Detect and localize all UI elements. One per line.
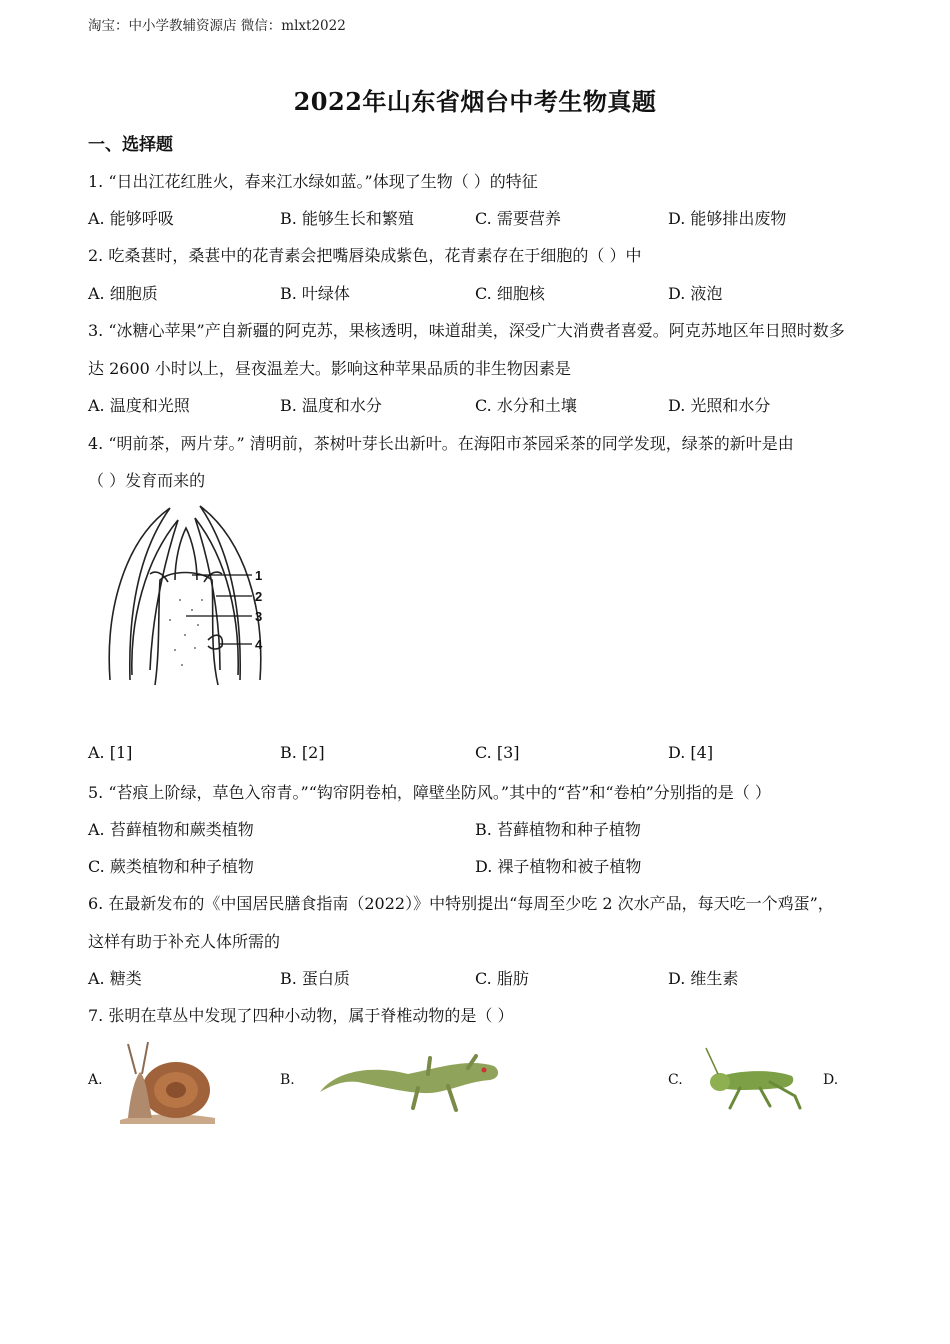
- question-1-stem: 1. “日出江花红胜火，春来江水绿如蓝。”体现了生物（ ）的特征: [88, 172, 538, 191]
- q5-option-a: A. 苔藓植物和蕨类植物: [88, 820, 254, 839]
- lizard-image: [318, 1048, 503, 1116]
- q1-option-c: C. 需要营养: [475, 209, 561, 228]
- question-2-stem: 2. 吃桑葚时，桑葚中的花青素会把嘴唇染成紫色，花青素存在于细胞的（ ）中: [88, 246, 642, 265]
- q3-option-b: B. 温度和水分: [280, 396, 382, 415]
- q1-option-a: A. 能够呼吸: [88, 209, 174, 228]
- q5-option-b: B. 苔藓植物和种子植物: [475, 820, 641, 839]
- section-heading: 一、选择题: [88, 135, 173, 155]
- q2-option-c: C. 细胞核: [475, 284, 545, 303]
- page-header: 淘宝：中小学教辅资源店 微信：mlxt2022: [88, 18, 346, 34]
- question-4-stem-line-2: （ ）发育而来的: [88, 471, 206, 490]
- question-6-stem-line-2: 这样有助于补充人体所需的: [88, 932, 281, 951]
- leaf-bud-diagram: [100, 500, 280, 690]
- q4-option-c: C. [3]: [475, 743, 520, 762]
- q5-option-d: D. 裸子植物和被子植物: [475, 857, 642, 876]
- q6-option-c: C. 脂肪: [475, 969, 529, 988]
- q7-option-a: A.: [88, 1072, 103, 1088]
- q6-option-d: D. 维生素: [668, 969, 739, 988]
- q7-option-b: B.: [280, 1072, 295, 1088]
- question-7-stem: 7. 张明在草丛中发现了四种小动物，属于脊椎动物的是（ ）: [88, 1006, 514, 1025]
- q3-option-d: D. 光照和水分: [668, 396, 771, 415]
- q1-option-b: B. 能够生长和繁殖: [280, 209, 414, 228]
- diagram-label-1: 1: [255, 568, 263, 583]
- snail-image: [110, 1038, 220, 1126]
- q7-option-c: C.: [668, 1072, 683, 1088]
- diagram-label-2: 2: [255, 589, 263, 604]
- q2-option-a: A. 细胞质: [88, 284, 158, 303]
- q4-option-d: D. [4]: [668, 743, 714, 762]
- question-6-stem-line-1: 6. 在最新发布的《中国居民膳食指南（2022）》中特别提出“每周至少吃 2 次水产品，每天吃一个鸡蛋”，: [88, 894, 834, 913]
- question-5-stem: 5. “苔痕上阶绿，草色入帘青。”“钩帘阴卷柏，障壁坐防风。”其中的“苔”和“卷柏”分别指的是（ ）: [88, 783, 771, 802]
- question-4-stem-line-1: 4. “明前茶，两片芽。” 清明前，茶树叶芽长出新叶。在海阳市茶园采茶的同学发现，绿茶的新叶是由: [88, 434, 794, 453]
- question-3-stem-line-1: 3. “冰糖心苹果”产自新疆的阿克苏，果核透明，味道甜美，深受广大消费者喜爱。阿克苏地区年日照时数多: [88, 321, 845, 340]
- q5-option-c: C. 蕨类植物和种子植物: [88, 857, 254, 876]
- q4-option-a: A. [1]: [88, 743, 133, 762]
- q6-option-b: B. 蛋白质: [280, 969, 350, 988]
- question-3-stem-line-2: 达 2600 小时以上，昼夜温差大。影响这种苹果品质的非生物因素是: [88, 359, 571, 378]
- q2-option-d: D. 液泡: [668, 284, 723, 303]
- page-title: 2022年山东省烟台中考生物真题: [293, 87, 657, 116]
- grasshopper-image: [700, 1046, 805, 1112]
- q4-option-b: B. [2]: [280, 743, 325, 762]
- q6-option-a: A. 糖类: [88, 969, 142, 988]
- q3-option-a: A. 温度和光照: [88, 396, 190, 415]
- q7-option-d: D.: [823, 1072, 839, 1088]
- q2-option-b: B. 叶绿体: [280, 284, 350, 303]
- diagram-label-3: 3: [255, 609, 263, 624]
- q1-option-d: D. 能够排出废物: [668, 209, 787, 228]
- q3-option-c: C. 水分和土壤: [475, 396, 577, 415]
- diagram-label-4: 4: [255, 637, 263, 652]
